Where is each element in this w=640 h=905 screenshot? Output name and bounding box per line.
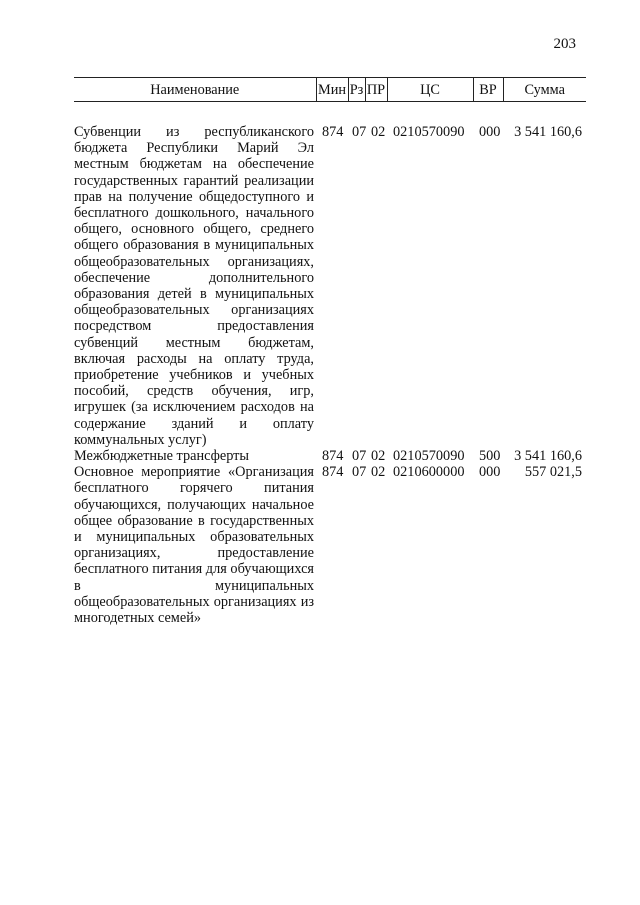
- row-min: 874: [322, 464, 344, 481]
- row-codes: [316, 448, 503, 464]
- row-name: Основное мероприятие «Организация бесплатного горячего питания обучающихся, получающих начальное общее образование в государственных и муниципальных образовательных организациях, предоставление бесплатного питания для обучающихся в муниципальных общеобразовательных организациях из многодетных семей»: [74, 464, 314, 627]
- header-rz: Рз: [348, 78, 365, 102]
- header-name: Наименование: [74, 78, 316, 102]
- row-name: Межбюджетные трансферты: [74, 448, 250, 465]
- row-codes: [316, 464, 503, 626]
- header-min: Мин: [316, 78, 348, 102]
- table-row: [74, 464, 586, 626]
- budget-table: [74, 77, 586, 626]
- row-pr: 02: [371, 448, 386, 465]
- row-vr: 000: [479, 124, 501, 140]
- table-row: [74, 124, 586, 448]
- row-pr: 02: [371, 464, 386, 481]
- row-min: 874: [322, 448, 344, 465]
- row-cs: 0210600000: [393, 464, 465, 481]
- row-rz: 07: [352, 464, 367, 481]
- row-pr: 02: [371, 124, 386, 140]
- row-name: Субвенции из республиканского бюджета Республики Марий Эл местным бюджетам на обеспечение государственных гарантий реализации прав на получение общедоступного и бесплатного дошкольного, начального общего, основного общего, среднего общего образования в муниципальных общеобразовательных организациях, обеспечение дополнительного образования детей в муниципальных общеобразовательных организациях посредством предоставления субвенций местным бюджетам, включая расходы на оплату труда, приобретение учебников и учебных пособий, средств обучения, игр, игрушек (за исключением расходов на содержание зданий и оплату коммунальных услуг): [74, 124, 314, 448]
- row-rz: 07: [352, 448, 367, 465]
- row-cs: 0210570090: [393, 448, 465, 465]
- row-sum: 3 541 160,6: [514, 124, 582, 140]
- header-cs: ЦС: [387, 78, 473, 102]
- header-vr: ВР: [473, 78, 503, 102]
- row-vr: 500: [479, 448, 501, 465]
- row-rz: 07: [352, 124, 367, 140]
- row-sum: 3 541 160,6: [514, 448, 582, 465]
- page-number: 203: [553, 36, 576, 52]
- table-row: [74, 448, 586, 464]
- row-min: 874: [322, 124, 344, 140]
- row-cs: 0210570090: [393, 124, 465, 140]
- header-sum: Сумма: [503, 78, 586, 102]
- row-vr: 000: [479, 464, 501, 481]
- row-codes: [316, 124, 503, 448]
- row-sum: 557 021,5: [524, 464, 582, 481]
- header-pr: ПР: [365, 78, 387, 102]
- table-header-row: [74, 78, 586, 102]
